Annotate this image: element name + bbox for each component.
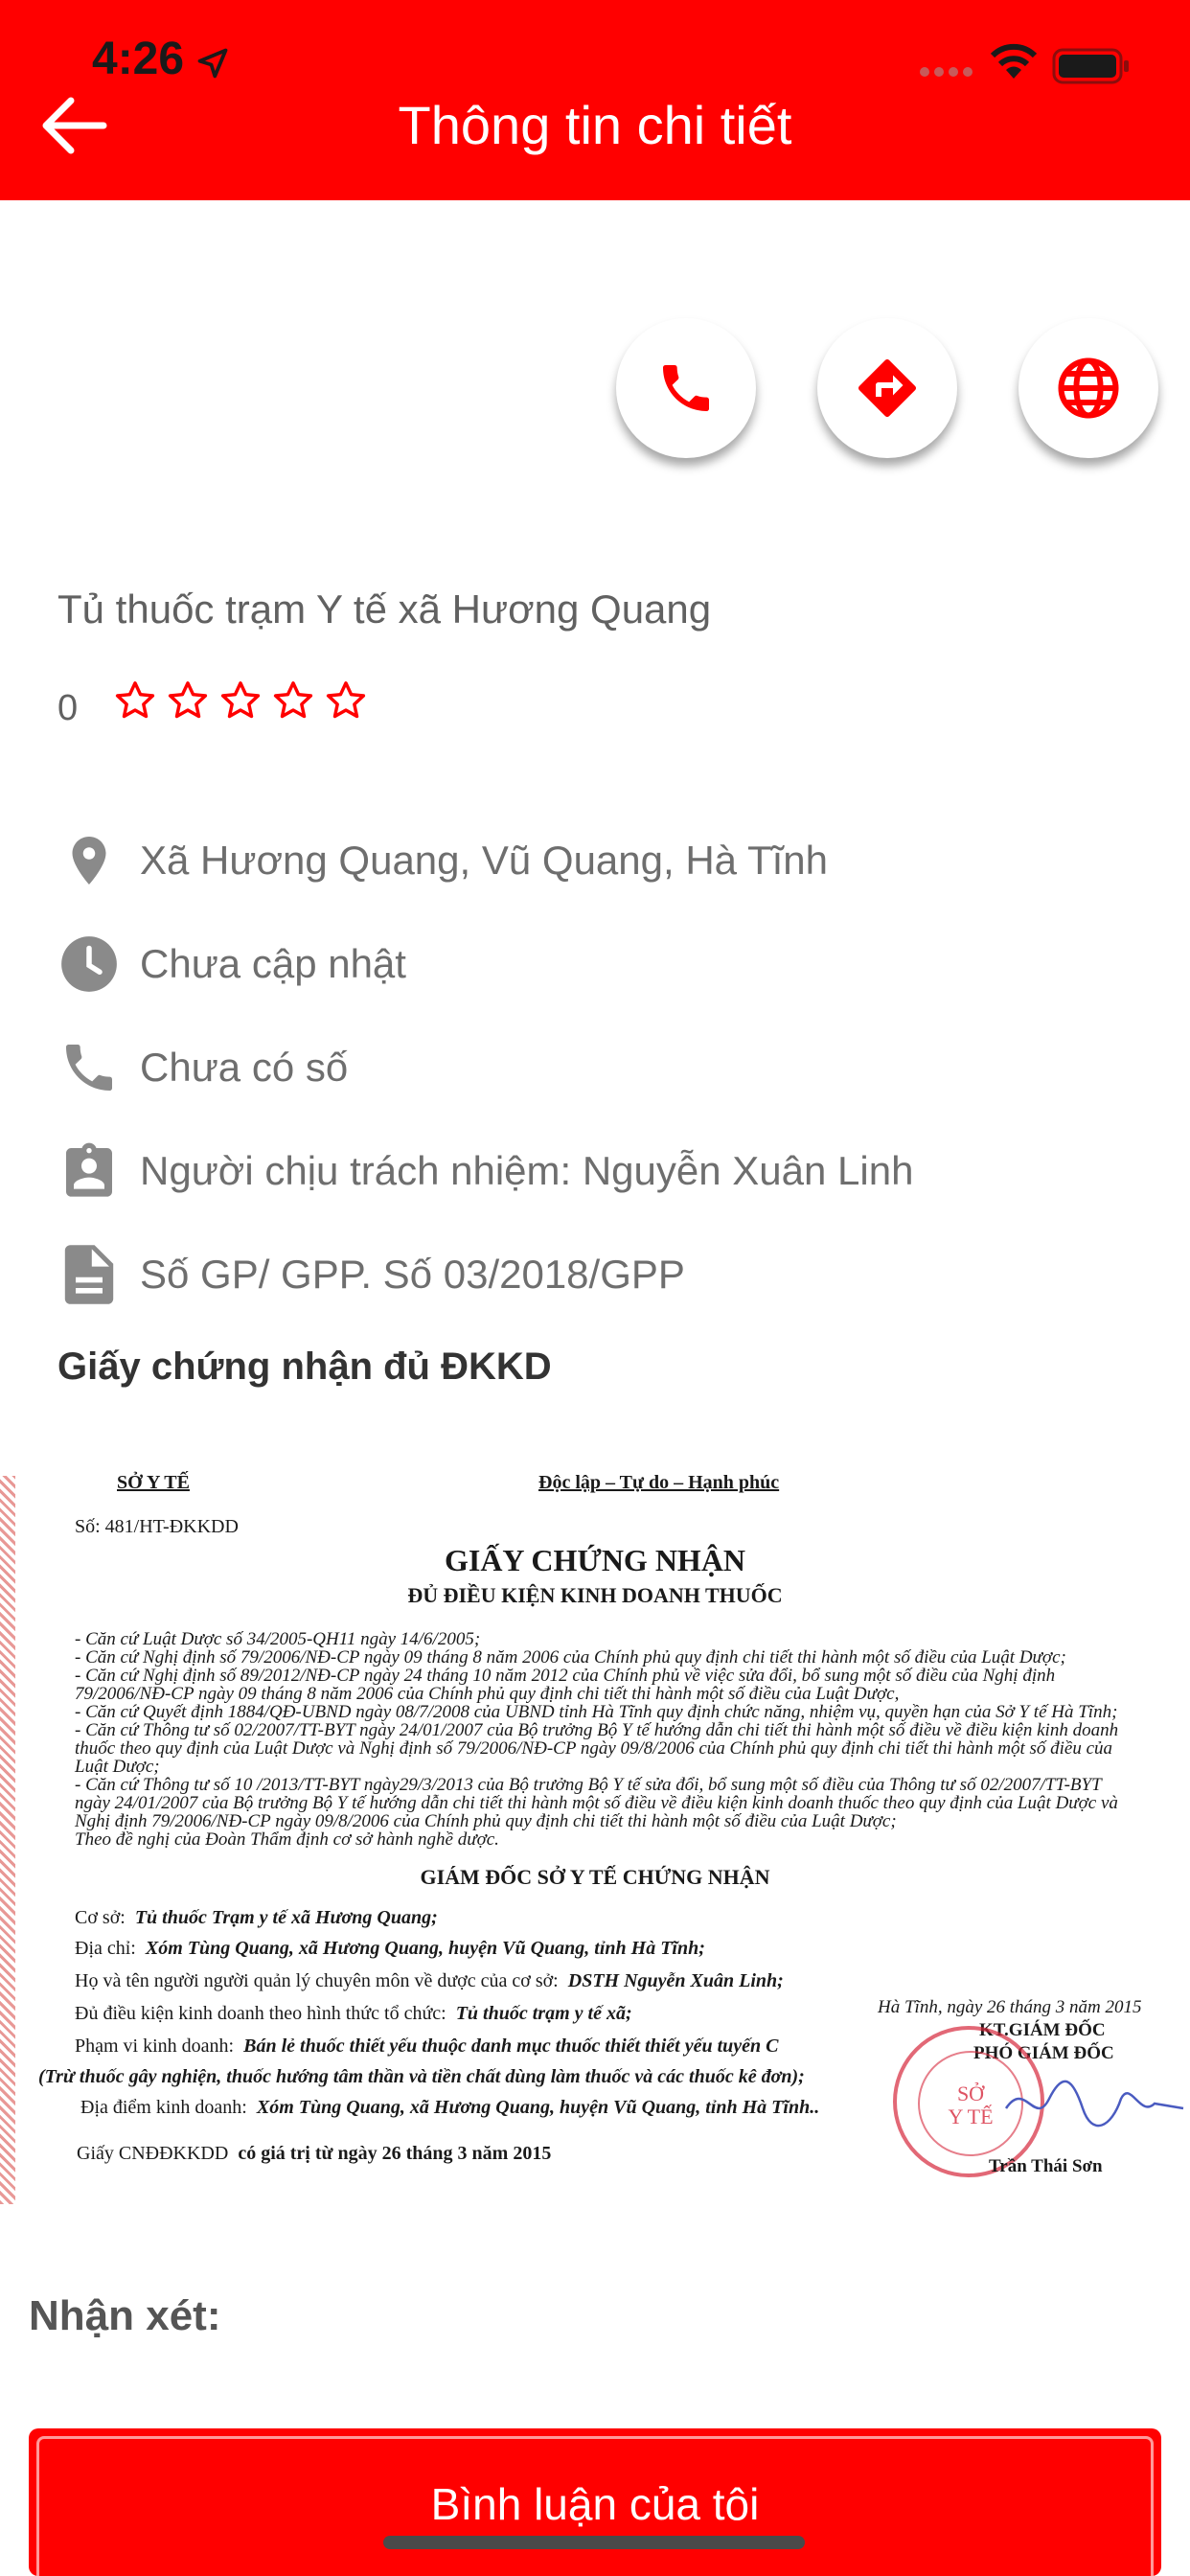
cert-validity-label: Giấy CNĐĐKKDD — [77, 2143, 229, 2164]
cert-signer-title1: KT.GIÁM ĐỐC — [979, 2020, 1106, 2040]
cert-condition: Tủ thuốc trạm y tế xã; — [455, 2003, 632, 2024]
page-title: Thông tin chi tiết — [398, 95, 792, 155]
cert-basis-line: thuốc theo quy định của Luật Dược và Nghị định số 79/2006/NĐ-CP ngày 09/8/2006 của Chính phủ quy định chi tiết thi hành một số điều của — [75, 1738, 1113, 1759]
battery-icon — [1052, 48, 1131, 84]
star-icon[interactable] — [324, 678, 368, 723]
signal-icon — [918, 65, 975, 79]
cert-address: Xóm Tùng Quang, xã Hương Quang, huyện Vũ Quang, tỉnh Hà Tĩnh; — [145, 1938, 705, 1959]
cert-number: Số: 481/HT-ĐKKDD — [75, 1516, 239, 1537]
signature-icon — [996, 2070, 1188, 2137]
contact-badge-icon — [56, 1138, 123, 1205]
cert-doc-subtitle: ĐỦ ĐIỀU KIỆN KINH DOANH THUỐC — [407, 1583, 783, 1607]
cert-doc-title: GIẤY CHỨNG NHẬN — [444, 1543, 746, 1577]
clock-icon — [56, 931, 123, 998]
cert-basis-line: - Căn cứ Nghị định số 79/2006/NĐ-CP ngày 09 tháng 8 năm 2006 của Chính phủ quy định chi tiết thi hành một số điều của Luật Dược; — [75, 1647, 1066, 1668]
cert-date: Hà Tĩnh, ngày 26 tháng 3 năm 2015 — [878, 1997, 1142, 2017]
phone-row — [56, 1029, 348, 1106]
cert-signer-title2: PHÓ GIÁM ĐỐC — [973, 2043, 1114, 2063]
phone-icon — [655, 357, 717, 419]
cert-validity: có giá trị từ ngày 26 tháng 3 năm 2015 — [238, 2143, 552, 2164]
phone-icon — [56, 1034, 123, 1101]
cert-address-label: Địa chỉ: — [75, 1938, 136, 1959]
place-name: Tủ thuốc trạm Y tế xã Hương Quang — [57, 586, 712, 632]
cert-location-label: Địa điểm kinh doanh: — [80, 2097, 247, 2118]
cert-manager: DSTH Nguyễn Xuân Linh; — [567, 1970, 784, 1991]
cert-agency: SỞ Y TẾ — [117, 1472, 190, 1493]
official-stamp: SỞ Y TẾ — [893, 2026, 1044, 2177]
review-label: Nhận xét: — [29, 2292, 221, 2339]
cert-location: Xóm Tùng Quang, xã Hương Quang, huyện Vũ Quang, tỉnh Hà Tĩnh.. — [256, 2097, 820, 2118]
cert-basis-line: Theo đề nghị của Đoàn Thẩm định cơ sở hành nghề dược. — [75, 1829, 499, 1850]
directions-button[interactable] — [817, 318, 957, 458]
cert-scope-note: (Trừ thuốc gây nghiện, thuốc hướng tâm thần và tiền chất dùng làm thuốc và các thuốc kê đơn); — [38, 2066, 805, 2087]
cert-basis-line: Nghị định 79/2006/NĐ-CP ngày 09/8/2006 của Chính phủ quy định chi tiết thi hành một số điều của Luật Dược; — [75, 1811, 897, 1831]
cert-scope-label: Phạm vi kinh doanh: — [75, 2036, 235, 2057]
cert-facility: Tủ thuốc Trạm y tế xã Hương Quang; — [134, 1907, 438, 1928]
cert-director-heading: GIÁM ĐỐC SỞ Y TẾ CHỨNG NHẬN — [420, 1865, 770, 1889]
cert-manager-label: Họ và tên người người quản lý chuyên môn về dược của cơ sở: — [75, 1970, 559, 1991]
home-indicator[interactable] — [383, 2536, 805, 2549]
wifi-icon — [989, 42, 1039, 80]
responsible-row — [56, 1133, 913, 1209]
status-time: 4:26 — [92, 34, 185, 84]
hours-row — [56, 926, 406, 1002]
location-arrow-icon — [195, 46, 230, 80]
cert-basis-line: - Căn cứ Quyết định 1884/QĐ-UBND ngày 08/7/2008 của UBND tỉnh Hà Tĩnh quy định chức năng, nhiệm vụ, quyền hạn của Sở Y tế Hà Tĩnh; — [75, 1702, 1118, 1722]
cert-basis-line: ngày 24/01/2007 của Bộ trưởng Bộ Y tế hướng dẫn chi tiết thi hành một số điều về điều kiện kinh doanh thuốc theo quy định của Luật Dược và — [75, 1793, 1118, 1813]
star-icon[interactable] — [271, 678, 315, 723]
address-row — [56, 822, 828, 899]
hours-text: Chưa cập nhật — [140, 941, 406, 986]
responsible-text: Người chịu trách nhiệm: Nguyễn Xuân Linh — [140, 1148, 914, 1193]
cert-signer-name: Trần Thái Sơn — [989, 2156, 1103, 2176]
directions-icon — [853, 354, 922, 423]
address-text: Xã Hương Quang, Vũ Quang, Hà Tĩnh — [140, 838, 828, 883]
cert-basis-line: - Căn cứ Thông tư số 10 /2013/TT-BYT ngày29/3/2013 của Bộ trưởng Bộ Y tế sửa đổi, bổ sung một số điều của Thông tư số 02/2007/TT-BYT — [75, 1775, 1102, 1795]
cert-motto: Độc lập – Tự do – Hạnh phúc — [538, 1472, 780, 1493]
call-button[interactable] — [616, 318, 756, 458]
phone-text: Chưa có số — [140, 1045, 349, 1090]
cert-basis-line: - Căn cứ Nghị định số 89/2012/NĐ-CP ngày 24 tháng 10 năm 2012 của Chính phủ về việc sửa đổi, bổ sung một số điều của Nghị định — [75, 1666, 1056, 1686]
globe-icon — [1054, 354, 1123, 423]
cert-scope: Bán lẻ thuốc thiết yếu thuộc danh mục thuốc thiết thiết yếu tuyến C — [243, 2036, 779, 2057]
star-icon[interactable] — [113, 678, 157, 723]
my-comment-label: Bình luận của tôi — [430, 2479, 760, 2529]
rating-value: 0 — [57, 688, 79, 728]
star-icon[interactable] — [166, 678, 210, 723]
website-button[interactable] — [1018, 318, 1158, 458]
my-comment-button[interactable] — [29, 2428, 1161, 2576]
certificate-image[interactable] — [0, 1447, 1190, 2204]
cert-facility-label: Cơ sở: — [75, 1907, 126, 1928]
app-header — [0, 0, 1190, 200]
cert-basis-line: Luật Dược; — [75, 1757, 160, 1777]
document-icon — [56, 1241, 123, 1308]
cert-basis-line: 79/2006/NĐ-CP ngày 09 tháng 8 năm 2006 của Chính phủ quy định chi tiết thi hành một số điều của Luật Dược, — [75, 1684, 900, 1704]
cert-basis-line: - Căn cứ Thông tư số 02/2007/TT-BYT ngày 24/01/2007 của Bộ trưởng Bộ Y tế hướng dẫn chi tiết thi hành một số điều về điều kiện kinh doanh — [75, 1720, 1119, 1740]
star-icon[interactable] — [218, 678, 263, 723]
certificate-section-title: Giấy chứng nhận đủ ĐKKD — [57, 1346, 552, 1388]
license-text: Số GP/ GPP. Số 03/2018/GPP — [140, 1252, 685, 1297]
cert-basis-line: - Căn cứ Luật Dược số 34/2005-QH11 ngày 14/6/2005; — [75, 1629, 481, 1649]
cert-condition-label: Đủ điều kiện kinh doanh theo hình thức tổ chức: — [75, 2003, 446, 2024]
license-row — [56, 1236, 685, 1313]
star-rating[interactable] — [113, 678, 368, 723]
location-pin-icon — [56, 827, 123, 894]
